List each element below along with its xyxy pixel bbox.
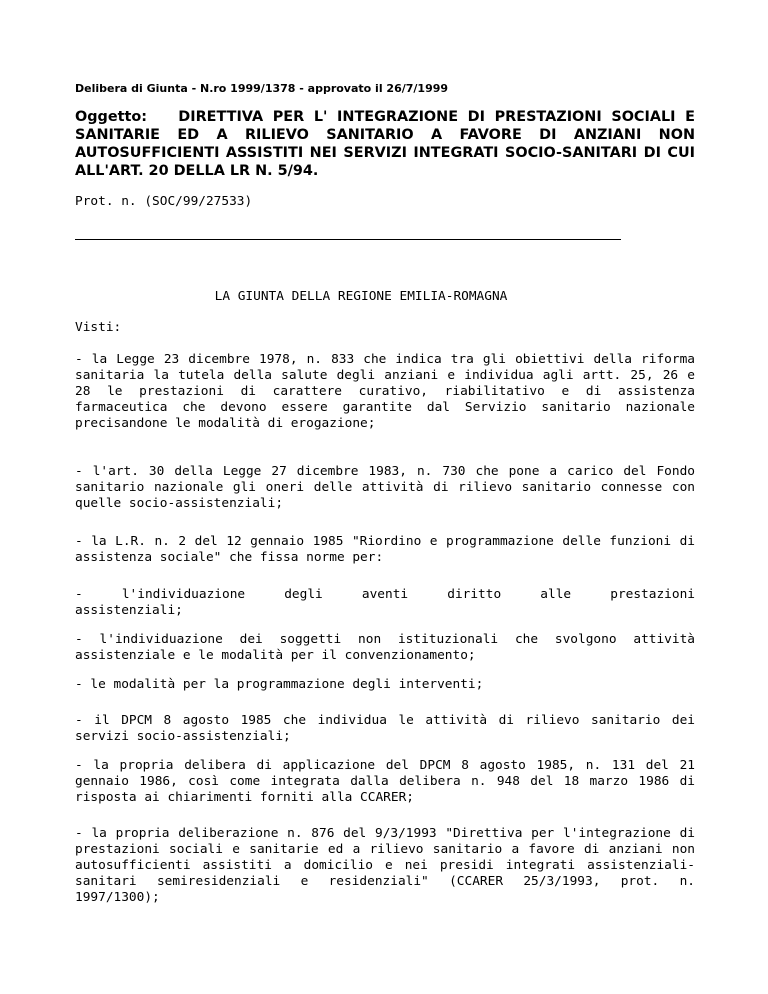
subject-block (75, 108, 695, 180)
recital-paragraph-7: - il DPCM 8 agosto 1985 che individua le attività di rilievo sanitario dei servizi socio-assistenziali; (75, 713, 695, 744)
visti-label: Visti: (75, 320, 122, 335)
recital-paragraph-3: - la L.R. n. 2 del 12 gennaio 1985 "Riordino e programmazione delle funzioni di assistenza sociale" che fissa norme per: (75, 534, 695, 565)
recital-paragraph-6: - le modalità per la programmazione degli interventi; (75, 677, 484, 692)
recital-paragraph-1: - la Legge 23 dicembre 1978, n. 833 che indica tra gli obiettivi della riforma sanitaria la tutela della salute degli anziani e individua agli artt. 25, 26 e 28 le prestazioni di carattere curativo, riabilitativo e di assistenza farmaceutica che devono essere garantite dal Servizio sanitario nazionale precisandone le modalità di erogazione; (75, 352, 695, 431)
subject-label: Oggetto: (75, 109, 147, 125)
recital-paragraph-2: - l'art. 30 della Legge 27 dicembre 1983, n. 730 che pone a carico del Fondo sanitario nazionale gli oneri delle attività di rilievo sanitario connesse con quelle socio-assistenziali; (75, 464, 695, 511)
recital-paragraph-5: - l'individuazione dei soggetti non istituzionali che svolgono attività assistenziale e le modalità per il convenzionamento; (75, 632, 695, 663)
document-header: Delibera di Giunta - N.ro 1999/1378 - approvato il 26/7/1999 (75, 82, 449, 95)
subject-text: DIRETTIVA PER L' INTEGRAZIONE DI PRESTAZIONI SOCIALI E SANITARIE ED A RILIEVO SANITARIO A FAVORE DI ANZIANI NON AUTOSUFFICIENTI ASSISTITI NEI SERVIZI INTEGRATI SOCIO-SANITARI DI CUI ALL'ART. 20 DELLA LR N. 5/94. (75, 109, 695, 179)
recital-paragraph-4: - l'individuazione degli aventi diritto alle prestazioni assistenziali; (75, 587, 695, 618)
council-heading: LA GIUNTA DELLA REGIONE EMILIA-ROMAGNA (214, 289, 508, 304)
protocol-number: Prot. n. (SOC/99/27533) (75, 194, 253, 209)
separator-line (75, 239, 621, 240)
recital-paragraph-9: - la propria deliberazione n. 876 del 9/3/1993 "Direttiva per l'integrazione di prestazioni sociali e sanitarie ed a rilievo sanitario a favore di anziani non autosufficienti assistiti a domicilio e nei presidi integrati assistenziali-sanitari semiresidenziali e residenziali" (CCARER 25/3/1993, prot. n. 1997/1300); (75, 826, 695, 905)
recital-paragraph-8: - la propria delibera di applicazione del DPCM 8 agosto 1985, n. 131 del 21 gennaio 1986, così come integrata dalla delibera n. 948 del 18 marzo 1986 di risposta ai chiarimenti forniti alla CCARER; (75, 758, 695, 805)
